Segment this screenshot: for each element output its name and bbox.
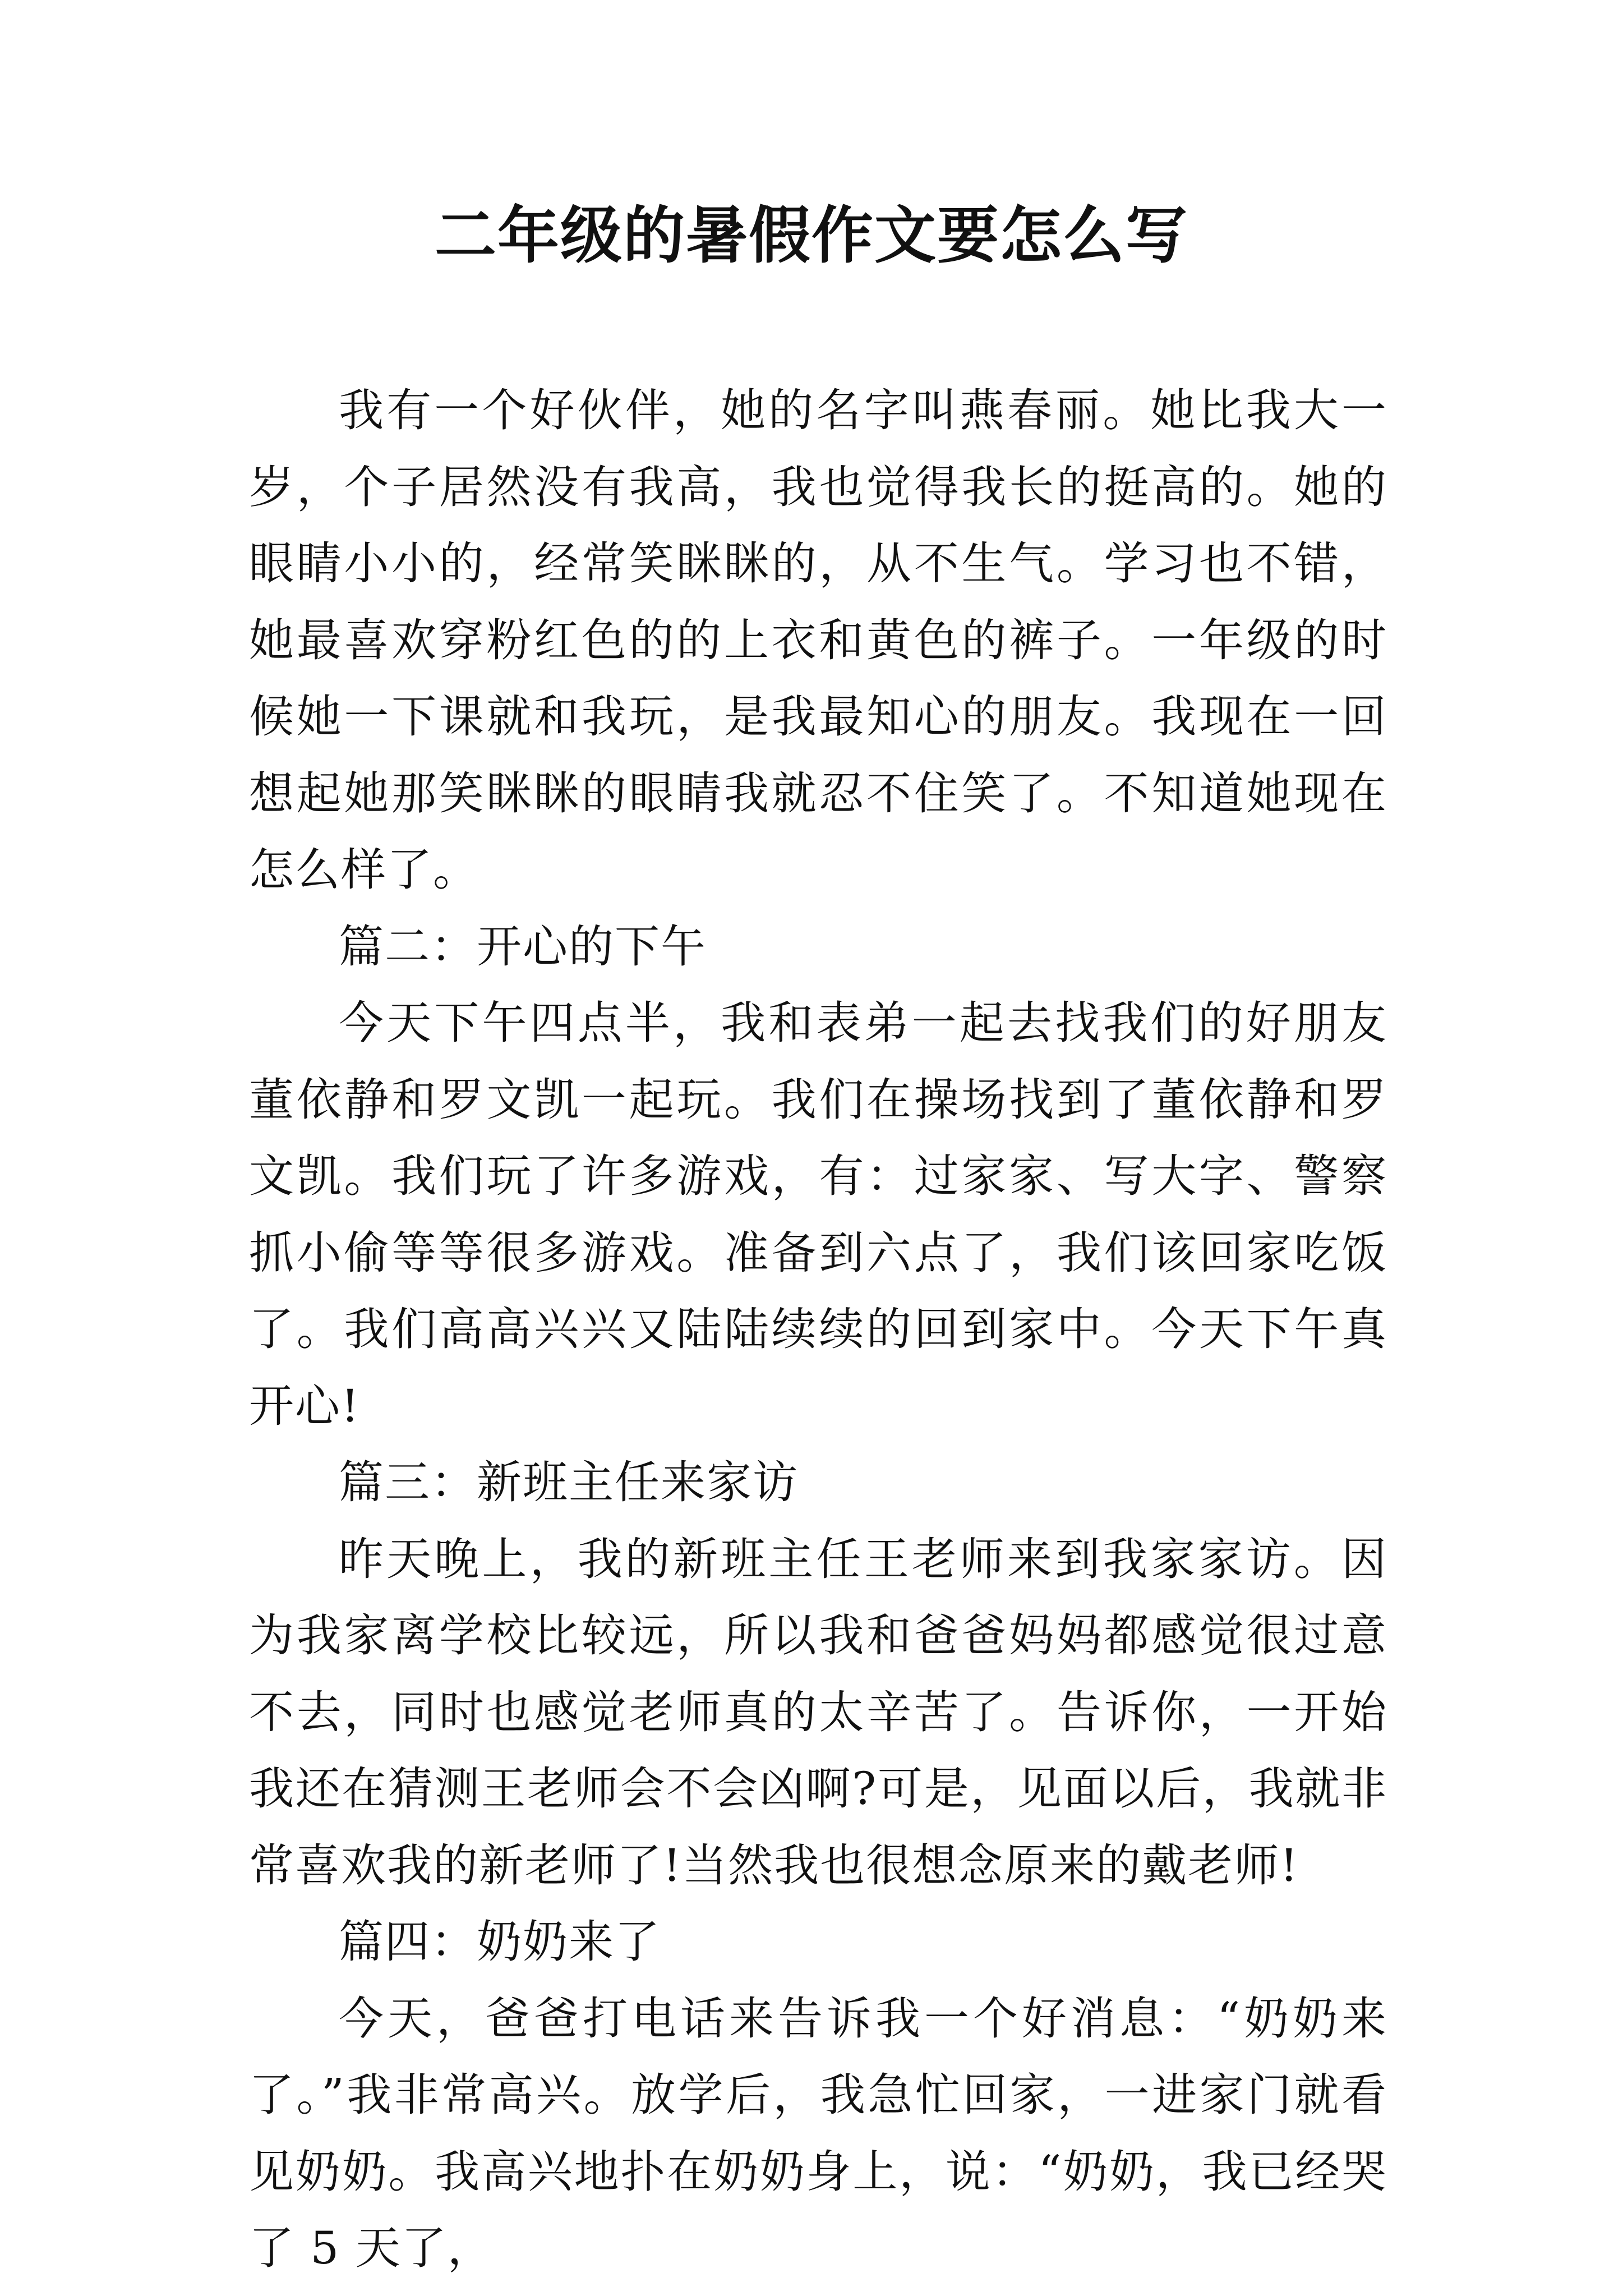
section-heading-4: 篇四：奶奶来了 [339, 1916, 661, 1968]
paragraph-section-3: 昨天晚上，我的新班主任王老师来到我家家访。因为我家离学校比较远，所以我和爸爸妈妈都感觉很过意不去，同时也感觉老师真的太辛苦了。告诉你，一开始我还在猜测王老师会不会凶啊?可是，见面以后，我就非常喜欢我的新老师了!当然我也很想念原来的戴老师! [249, 1533, 1387, 1892]
document-title: 二年级的暑假作文要怎么写 [435, 199, 1188, 272]
section-heading-2: 篇二：开心的下午 [339, 920, 707, 973]
section-heading-3: 篇三：新班主任来家访 [339, 1456, 799, 1508]
paragraph-section-2: 今天下午四点半，我和表弟一起去找我们的好朋友董依静和罗文凯一起玩。我们在操场找到了董依静和罗文凯。我们玩了许多游戏，有：过家家、写大字、警察抓小偷等等很多游戏。准备到六点了，我们该回家吃饭了。我们高高兴兴又陆陆续续的回到家中。今天下午真开心! [249, 997, 1387, 1432]
document-body [249, 372, 1387, 2287]
paragraph-section-4: 今天，爸爸打电话来告诉我一个好消息：“奶奶来了。”我非常高兴。放学后，我急忙回家，一进家门就看见奶奶。我高兴地扑在奶奶身上，说：“奶奶，我已经哭了 5 天了， [249, 1992, 1387, 2274]
paragraph-intro: 我有一个好伙伴，她的名字叫燕春丽。她比我大一岁，个子居然没有我高，我也觉得我长的挺高的。她的眼睛小小的，经常笑眯眯的，从不生气。学习也不错，她最喜欢穿粉红色的的上衣和黄色的裤子。一年级的时候她一下课就和我玩，是我最知心的朋友。我现在一回想起她那笑眯眯的眼睛我就忍不住笑了。不知道她现在怎么样了。 [249, 384, 1387, 896]
